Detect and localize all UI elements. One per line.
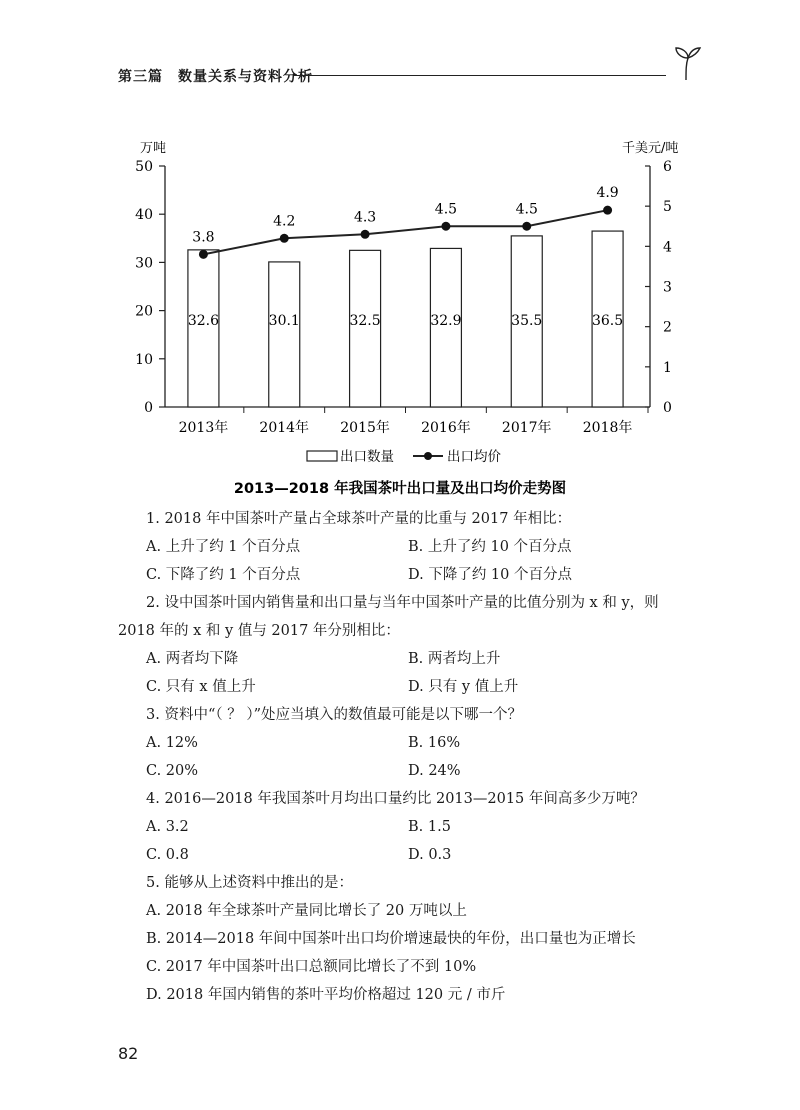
question-3-option-c: C. 20% bbox=[146, 763, 199, 779]
question-1-option-d: D. 下降了约 10 个百分点 bbox=[408, 567, 572, 583]
price-value-label: 4.3 bbox=[353, 209, 377, 226]
legend-bar-label: 出口数量 bbox=[340, 449, 394, 465]
price-value-label: 4.5 bbox=[515, 201, 538, 218]
x-axis-tick-label: 2018年 bbox=[582, 420, 633, 436]
section-title: 第三篇 数量关系与资料分析 bbox=[118, 69, 313, 85]
right-axis-tick-label: 3 bbox=[663, 279, 672, 296]
price-point bbox=[361, 230, 370, 239]
question-3-stem: 3. 资料中“（ ？ ）”处应当填入的数值最可能是以下哪一个？ bbox=[146, 707, 522, 723]
question-2-option-d: D. 只有 y 值上升 bbox=[408, 679, 519, 695]
line-series bbox=[192, 185, 618, 259]
left-axis-tick-label: 30 bbox=[135, 255, 153, 272]
right-axis-unit: 千美元/吨 bbox=[622, 141, 679, 156]
price-point bbox=[280, 234, 289, 243]
price-point bbox=[199, 250, 208, 259]
left-axis-tick-label: 50 bbox=[135, 159, 153, 175]
price-value-label: 4.9 bbox=[596, 185, 619, 202]
left-axis-unit: 万吨 bbox=[140, 141, 167, 156]
legend-bar-swatch bbox=[307, 451, 337, 461]
price-point bbox=[441, 222, 450, 231]
question-1-option-c: C. 下降了约 1 个百分点 bbox=[146, 567, 301, 583]
legend-line-label: 出口均价 bbox=[447, 449, 501, 465]
question-5-stem: 5. 能够从上述资料中推出的是： bbox=[146, 875, 353, 891]
bar-value-label: 32.6 bbox=[187, 313, 220, 329]
bar-series bbox=[188, 231, 623, 407]
question-5-option-d: D. 2018 年国内销售的茶叶平均价格超过 120 元 / 市斤 bbox=[146, 987, 506, 1003]
bar-value-label: 36.5 bbox=[591, 313, 624, 329]
question-4-option-b: B. 1.5 bbox=[408, 819, 451, 835]
legend-line-marker bbox=[424, 452, 432, 460]
left-axis-tick-label: 0 bbox=[144, 400, 153, 416]
left-axis-tick-label: 20 bbox=[135, 303, 153, 320]
price-value-label: 4.5 bbox=[434, 201, 458, 218]
bar-value-label: 35.5 bbox=[511, 313, 543, 329]
x-axis-tick-label: 2017年 bbox=[501, 420, 552, 436]
question-4-option-d: D. 0.3 bbox=[408, 847, 452, 863]
x-axis-tick-label: 2014年 bbox=[259, 420, 310, 436]
question-1-option-b: B. 上升了约 10 个百分点 bbox=[408, 539, 572, 555]
bar-value-label: 32.5 bbox=[349, 313, 381, 329]
question-4-stem: 4. 2016—2018 年我国茶叶月均出口量约比 2013—2015 年间高多少万吨？ bbox=[146, 791, 645, 807]
price-point bbox=[603, 206, 612, 215]
question-5-option-a: A. 2018 年全球茶叶产量同比增长了 20 万吨以上 bbox=[146, 903, 467, 919]
question-2-stem-line2: 2018 年的 x 和 y 值与 2017 年分别相比： bbox=[118, 623, 400, 639]
page-number: 82 bbox=[118, 1044, 139, 1063]
question-4-option-a: A. 3.2 bbox=[146, 819, 189, 835]
right-axis-tick-label: 1 bbox=[663, 359, 672, 376]
x-axis-tick-label: 2016年 bbox=[421, 420, 471, 436]
question-1-stem: 1. 2018 年中国茶叶产量占全球茶叶产量的比重与 2017 年相比： bbox=[146, 511, 572, 527]
question-2-option-c: C. 只有 x 值上升 bbox=[146, 679, 256, 695]
question-4-option-c: C. 0.8 bbox=[146, 847, 189, 863]
right-axis-tick-label: 2 bbox=[663, 319, 672, 336]
question-5-option-c: C. 2017 年中国茶叶出口总额同比增长了不到 10% bbox=[146, 959, 477, 975]
chart-legend bbox=[307, 448, 501, 465]
chart-title: 2013—2018 年我国茶叶出口量及出口均价走势图 bbox=[233, 481, 567, 497]
chart bbox=[0, 0, 800, 500]
bar-value-label: 32.9 bbox=[430, 313, 462, 329]
question-2-option-a: A. 两者均下降 bbox=[146, 651, 239, 667]
question-2-option-b: B. 两者均上升 bbox=[408, 651, 501, 667]
left-axis-tick-label: 10 bbox=[135, 351, 153, 368]
right-axis-tick-label: 6 bbox=[663, 159, 672, 175]
question-3-option-b: B. 16% bbox=[408, 735, 461, 751]
price-line bbox=[203, 210, 607, 254]
bar-value-label: 30.1 bbox=[268, 313, 300, 329]
price-value-label: 3.8 bbox=[192, 229, 215, 246]
question-3-option-d: D. 24% bbox=[408, 763, 461, 779]
question-2-stem-line1: 2. 设中国茶叶国内销售量和出口量与当年中国茶叶产量的比值分别为 x 和 y，则 bbox=[146, 595, 659, 611]
question-3-option-a: A. 12% bbox=[146, 735, 198, 751]
right-axis-tick-label: 0 bbox=[663, 400, 672, 416]
x-axis-tick-label: 2013年 bbox=[178, 420, 229, 436]
price-point bbox=[522, 222, 531, 231]
x-axis-tick-label: 2015年 bbox=[340, 420, 390, 436]
left-axis-tick-label: 40 bbox=[135, 207, 153, 224]
bar bbox=[269, 262, 300, 407]
right-axis-tick-label: 4 bbox=[663, 239, 672, 256]
right-axis-tick-label: 5 bbox=[663, 199, 672, 216]
question-5-option-b: B. 2014—2018 年间中国茶叶出口均价增速最快的年份，出口量也为正增长 bbox=[146, 931, 636, 947]
price-value-label: 4.2 bbox=[273, 213, 296, 230]
question-1-option-a: A. 上升了约 1 个百分点 bbox=[146, 539, 301, 555]
